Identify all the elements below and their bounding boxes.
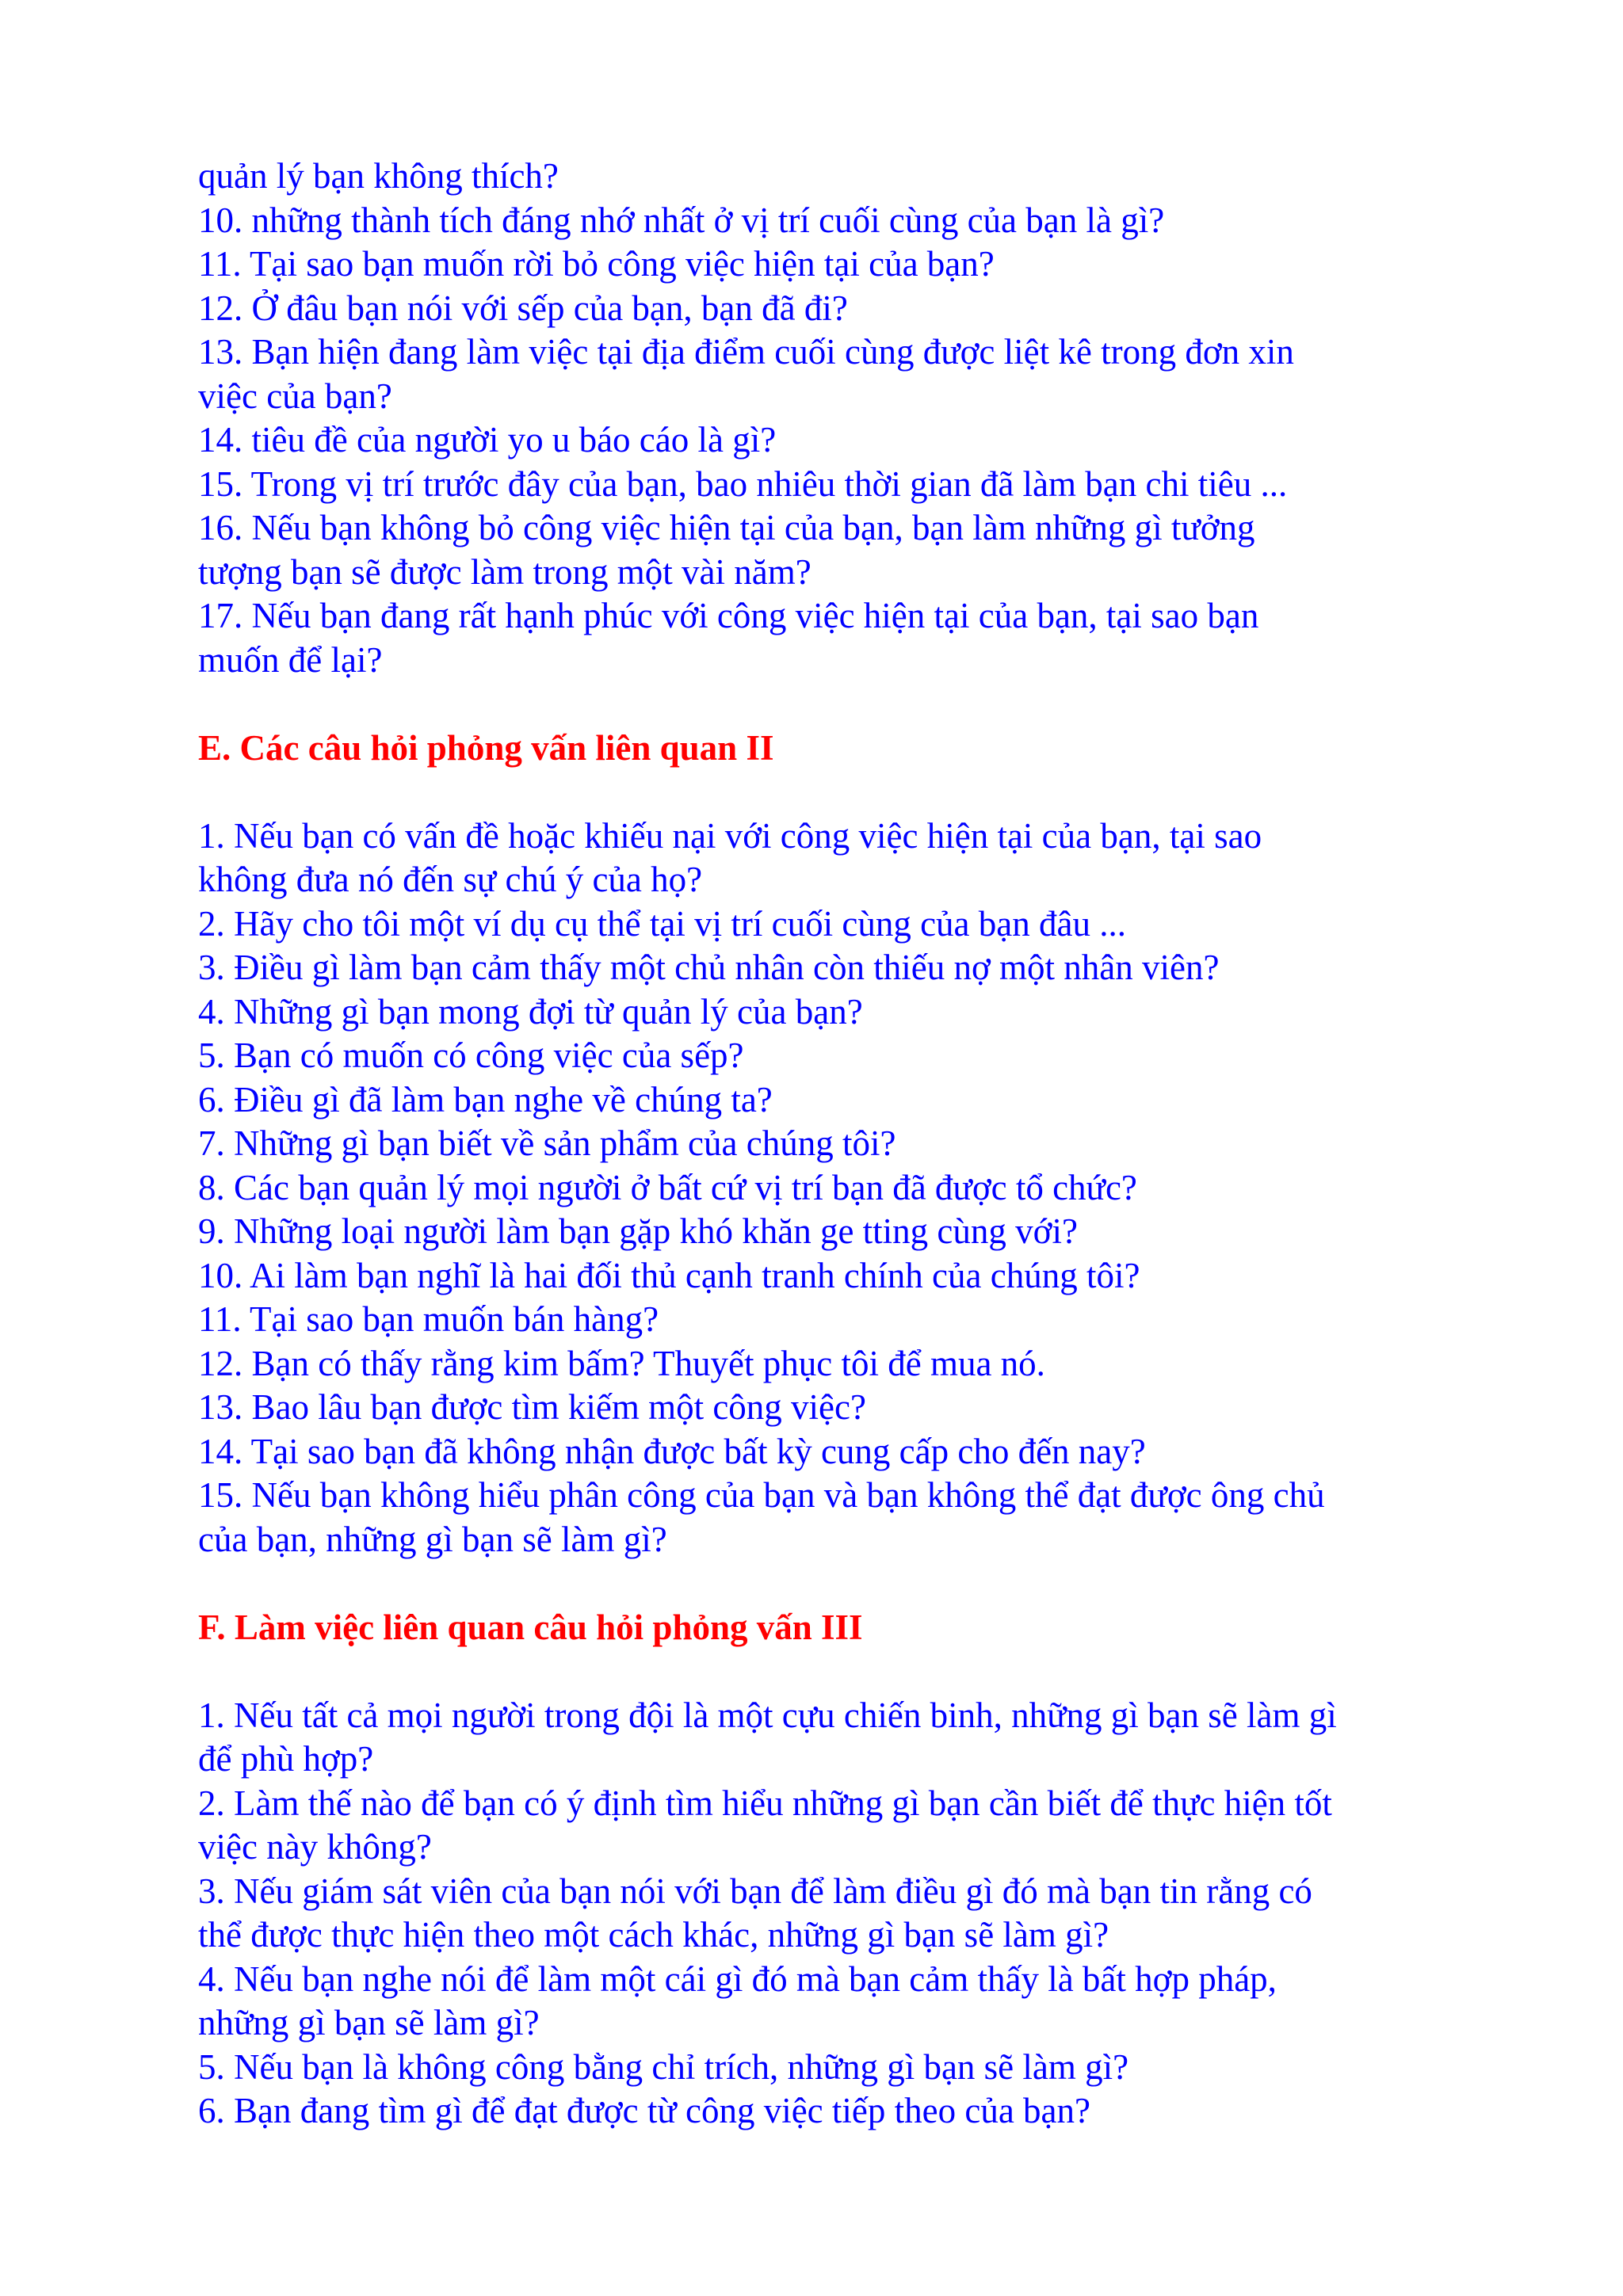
list-item: 6. Bạn đang tìm gì để đạt được từ công việc tiếp theo của bạn?	[198, 2091, 1090, 2130]
list-item: của bạn, những gì bạn sẽ làm gì?	[198, 1519, 667, 1559]
list-item: không đưa nó đến sự chú ý của họ?	[198, 860, 703, 899]
list-item: 9. Những loại người làm bạn gặp khó khăn ge tting cùng với?	[198, 1211, 1078, 1251]
list-item: 13. Bạn hiện đang làm việc tại địa điểm cuối cùng được liệt kê trong đơn xin	[198, 332, 1294, 372]
list-item: 3. Điều gì làm bạn cảm thấy một chủ nhân còn thiếu nợ một nhân viên?	[198, 948, 1220, 987]
list-item: để phù hợp?	[198, 1739, 374, 1779]
paragraph-spacer	[198, 1562, 1442, 1606]
list-item: 5. Nếu bạn là không công bằng chỉ trích, những gì bạn sẽ làm gì?	[198, 2046, 1129, 2087]
list-item: 13. Bao lâu bạn được tìm kiếm một công việc?	[198, 1387, 866, 1427]
list-item: 15. Nếu bạn không hiểu phân công của bạn và bạn không thể đạt được ông chủ	[198, 1475, 1325, 1515]
list-item: 3. Nếu giám sát viên của bạn nói với bạn để làm điều gì đó mà bạn tin rằng có	[198, 1871, 1312, 1911]
document-page	[198, 154, 1442, 2134]
list-item: 4. Nếu bạn nghe nói để làm một cái gì đó mà bạn cảm thấy là bất hợp pháp,	[198, 1958, 1277, 1999]
list-item: 7. Những gì bạn biết về sản phẩm của chúng tôi?	[198, 1123, 896, 1163]
list-item: 14. Tại sao bạn đã không nhận được bất kỳ cung cấp cho đến nay?	[198, 1431, 1146, 1471]
list-item: 14. tiêu đề của người yo u báo cáo là gì?	[198, 420, 777, 460]
list-item: 10. những thành tích đáng nhớ nhất ở vị trí cuối cùng của bạn là gì?	[198, 200, 1165, 240]
list-item: 4. Những gì bạn mong đợi từ quản lý của bạn?	[198, 991, 863, 1032]
list-item: 6. Điều gì đã làm bạn nghe về chúng ta?	[198, 1079, 773, 1119]
list-item: 2. Làm thế nào để bạn có ý định tìm hiểu những gì bạn cần biết để thực hiện tốt	[198, 1783, 1332, 1823]
list-item: việc này không?	[198, 1827, 432, 1867]
paragraph-spacer	[198, 1650, 1442, 1694]
list-item: việc của bạn?	[198, 376, 392, 416]
list-item: 15. Trong vị trí trước đây của bạn, bao nhiêu thời gian đã làm bạn chi tiêu ...	[198, 463, 1288, 504]
list-item: 8. Các bạn quản lý mọi người ở bất cứ vị trí bạn đã được tổ chức?	[198, 1167, 1137, 1207]
intro-question-list	[198, 154, 1442, 682]
list-item: 12. Bạn có thấy rằng kim bấm? Thuyết phục tôi để mua nó.	[198, 1343, 1045, 1383]
section-f-heading: F. Làm việc liên quan câu hỏi phỏng vấn III	[198, 1607, 863, 1647]
section-e-question-list	[198, 814, 1442, 1562]
list-item: 17. Nếu bạn đang rất hạnh phúc với công việc hiện tại của bạn, tại sao bạn	[198, 596, 1259, 635]
list-item: 5. Bạn có muốn có công việc của sếp?	[198, 1035, 744, 1075]
list-item: 10. Ai làm bạn nghĩ là hai đối thủ cạnh tranh chính của chúng tôi?	[198, 1255, 1140, 1295]
list-item: 1. Nếu bạn có vấn đề hoặc khiếu nại với công việc hiện tại của bạn, tại sao	[198, 815, 1262, 856]
paragraph-spacer	[198, 770, 1442, 814]
list-item: 12. Ở đâu bạn nói với sếp của bạn, bạn đã đi?	[198, 288, 848, 328]
section-f-question-list	[198, 1694, 1442, 2134]
section-e-heading: E. Các câu hỏi phỏng vấn liên quan II	[198, 727, 774, 768]
list-item: 2. Hãy cho tôi một ví dụ cụ thể tại vị trí cuối cùng của bạn đâu ...	[198, 903, 1126, 944]
list-item: 16. Nếu bạn không bỏ công việc hiện tại của bạn, bạn làm những gì tưởng	[198, 508, 1255, 547]
list-item: thể được thực hiện theo một cách khác, những gì bạn sẽ làm gì?	[198, 1915, 1109, 1955]
list-item: quản lý bạn không thích?	[198, 156, 559, 196]
list-item: 11. Tại sao bạn muốn bán hàng?	[198, 1299, 659, 1339]
list-item: muốn để lại?	[198, 639, 383, 680]
list-item: 1. Nếu tất cả mọi người trong đội là một cựu chiến binh, những gì bạn sẽ làm gì	[198, 1695, 1337, 1735]
list-item: 11. Tại sao bạn muốn rời bỏ công việc hiện tại của bạn?	[198, 244, 995, 284]
list-item: những gì bạn sẽ làm gì?	[198, 2003, 540, 2042]
paragraph-spacer	[198, 682, 1442, 727]
list-item: tượng bạn sẽ được làm trong một vài năm?	[198, 551, 812, 592]
